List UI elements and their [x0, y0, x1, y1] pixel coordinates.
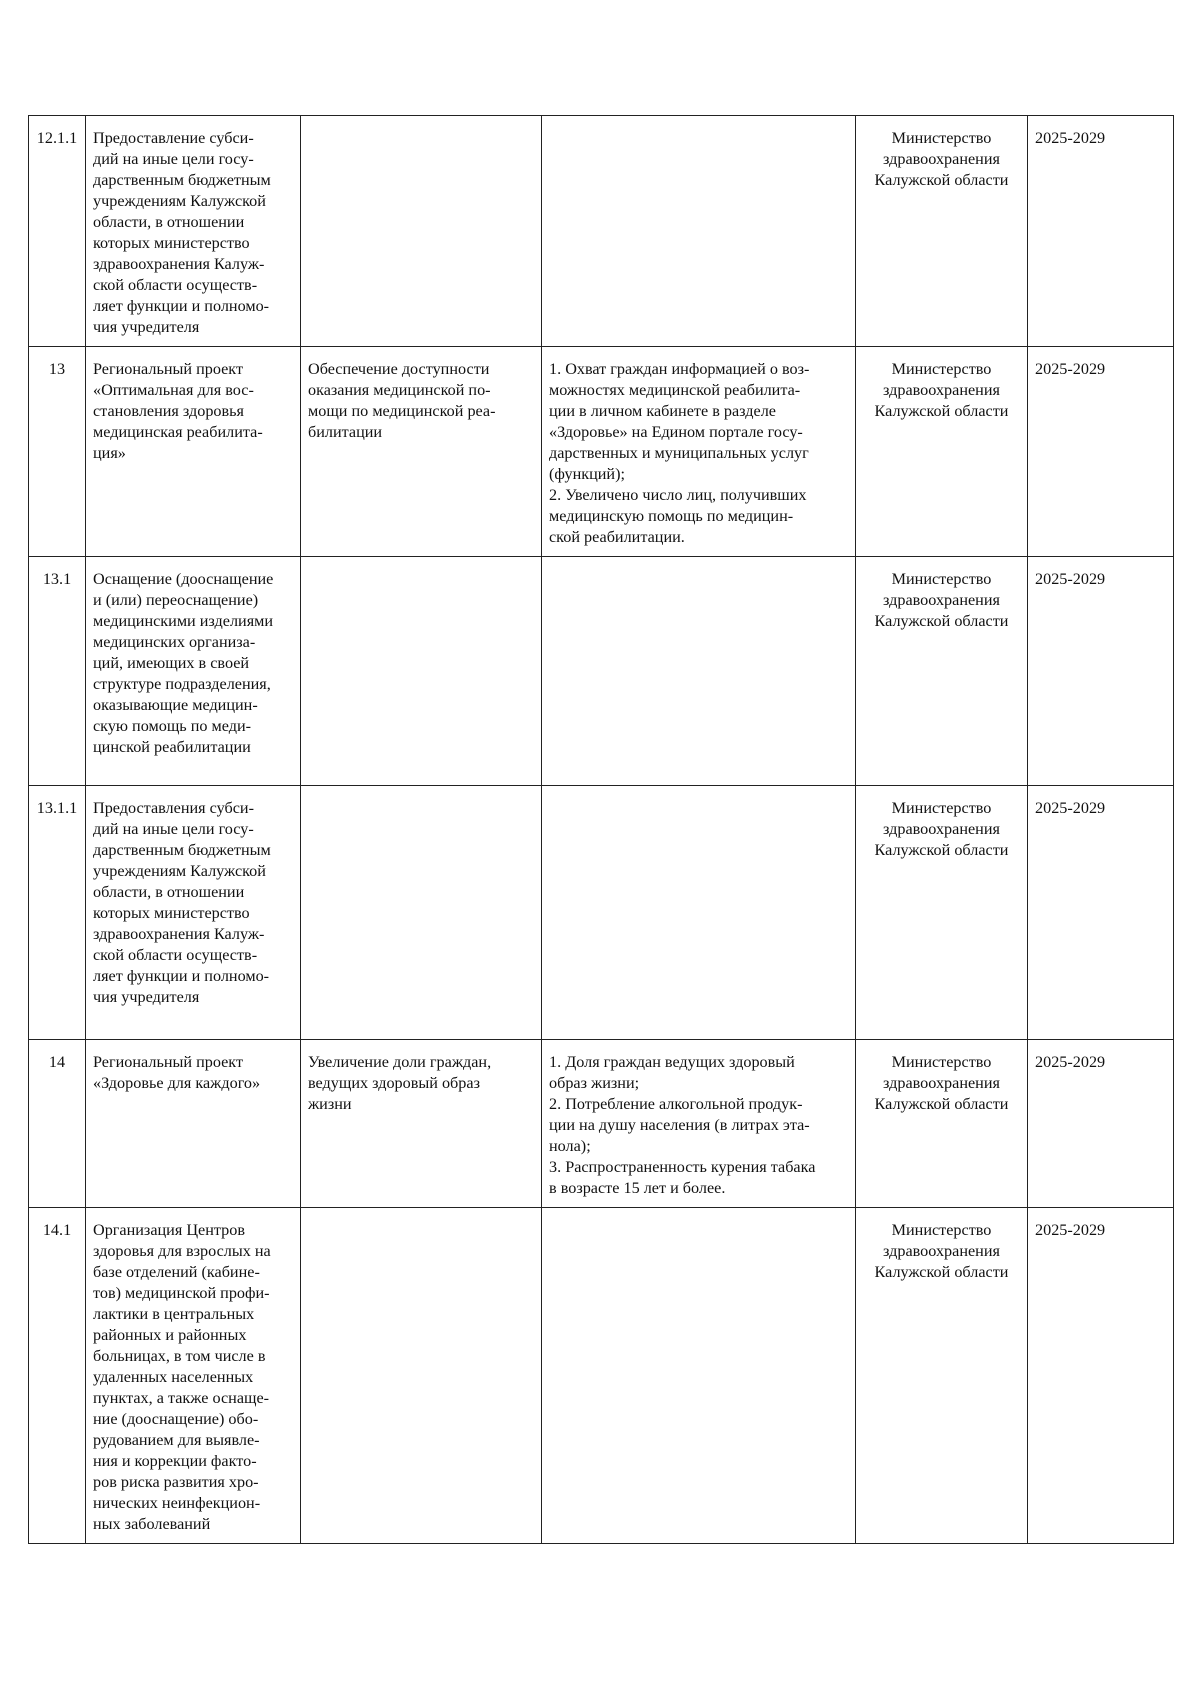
implementation-period: 2025-2029: [1028, 116, 1174, 347]
measure-name: Оснащение (дооснащение и (или) переоснащение) медицинскими изделиями медицинских организа- ций, имеющих в своей структуре подразделения, оказывающие медицин- скую помощь по меди- цинской реабилитации: [86, 557, 301, 786]
table-row: [29, 786, 1174, 1040]
measure-name: Предоставления субси- дий на иные цели госу- дарственным бюджетным учреждениям Калужской области, в отношении которых министерство здравоохранения Калуж- ской области осуществ- ляет функции и полномо- чия учредителя: [86, 786, 301, 1040]
responsible-executor: Министерство здравоохранения Калужской области: [856, 786, 1028, 1040]
table-row: [29, 557, 1174, 786]
row-number: 13.1: [29, 557, 86, 786]
measure-goal: [301, 557, 542, 786]
implementation-period: 2025-2029: [1028, 786, 1174, 1040]
measure-goal: [301, 786, 542, 1040]
measure-name: Региональный проект «Оптимальная для вос- становления здоровья медицинская реабилита- ция»: [86, 347, 301, 557]
implementation-period: 2025-2029: [1028, 557, 1174, 786]
table-row: [29, 1040, 1174, 1208]
implementation-period: 2025-2029: [1028, 1040, 1174, 1208]
table-row: [29, 116, 1174, 347]
implementation-period: 2025-2029: [1028, 347, 1174, 557]
table-row: [29, 1208, 1174, 1544]
row-number: 12.1.1: [29, 116, 86, 347]
implementation-period: 2025-2029: [1028, 1208, 1174, 1544]
row-number: 14: [29, 1040, 86, 1208]
responsible-executor: Министерство здравоохранения Калужской области: [856, 1040, 1028, 1208]
measure-results: 1. Охват граждан информацией о воз- можностях медицинской реабилита- ции в личном кабинете в разделе «Здоровье» на Едином портале госу- дарственных и муниципальных услуг (функций); 2. Увеличено число лиц, получивших медицинскую помощь по медицин- ской реабилитации.: [542, 347, 856, 557]
table-row: [29, 347, 1174, 557]
responsible-executor: Министерство здравоохранения Калужской области: [856, 347, 1028, 557]
measure-results: 1. Доля граждан ведущих здоровый образ жизни; 2. Потребление алкогольной продук- ции на душу населения (в литрах эта- нола); 3. Распространенность курения табака в возрасте 15 лет и более.: [542, 1040, 856, 1208]
measure-goal: [301, 116, 542, 347]
responsible-executor: Министерство здравоохранения Калужской области: [856, 557, 1028, 786]
row-number: 14.1: [29, 1208, 86, 1544]
measure-name: Организация Центров здоровья для взрослых на базе отделений (кабине- тов) медицинской профи- лактики в центральных районных и районных больницах, в том числе в удаленных населенных пунктах, а также оснаще- ние (дооснащение) обо- рудованием для выявле- ния и коррекции факто- ров риска развития хро- нических неинфекцион- ных заболеваний: [86, 1208, 301, 1544]
measure-name: Предоставление субси- дий на иные цели госу- дарственным бюджетным учреждениям Калужской области, в отношении которых министерство здравоохранения Калуж- ской области осуществ- ляет функции и полномо- чия учредителя: [86, 116, 301, 347]
measure-goal: Увеличение доли граждан, ведущих здоровый образ жизни: [301, 1040, 542, 1208]
responsible-executor: Министерство здравоохранения Калужской области: [856, 1208, 1028, 1544]
measure-goal: [301, 1208, 542, 1544]
measure-results: [542, 786, 856, 1040]
measure-results: [542, 1208, 856, 1544]
measure-name: Региональный проект «Здоровье для каждого»: [86, 1040, 301, 1208]
measures-table: [28, 115, 1174, 1544]
row-number: 13: [29, 347, 86, 557]
measure-results: [542, 557, 856, 786]
measure-goal: Обеспечение доступности оказания медицинской по- мощи по медицинской реа- билитации: [301, 347, 542, 557]
responsible-executor: Министерство здравоохранения Калужской области: [856, 116, 1028, 347]
measure-results: [542, 116, 856, 347]
row-number: 13.1.1: [29, 786, 86, 1040]
